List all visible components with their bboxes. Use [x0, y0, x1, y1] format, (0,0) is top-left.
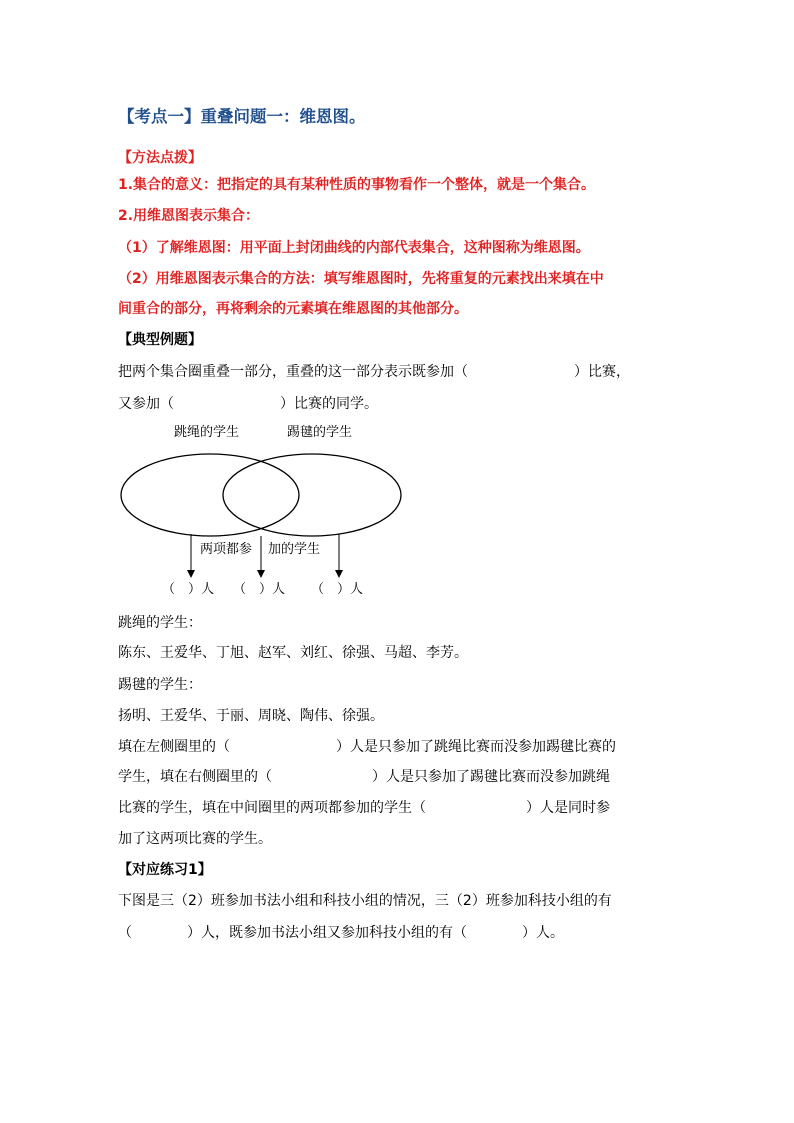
count-blank-middle: （ ）人 — [233, 582, 286, 597]
practice-heading: 【对应练习1】 — [118, 862, 212, 878]
fill-line-1-a: 填在左侧圈里的（ — [118, 739, 230, 755]
fill-line-3 — [118, 801, 610, 815]
fill-line-3-a: 比赛的学生，填在中间圈里的两项都参加的学生（ — [118, 800, 426, 816]
fill-line-2-b: ）人是只参加了踢毽比赛而没参加跳绳 — [372, 769, 610, 785]
venn-label-right: 踢毽的学生 — [287, 425, 353, 440]
example-line-2-a: 又参加（ — [118, 396, 174, 412]
fill-line-3-b: ）人是同时参 — [526, 800, 610, 816]
example-line-2-b: ）比赛的同学。 — [280, 396, 378, 412]
practice-line-2-a: （ — [118, 925, 132, 941]
rope-heading: 跳绳的学生： — [118, 615, 202, 631]
example-line-1-a: 把两个集合圈重叠一部分，重叠的这一部分表示既参加（ — [118, 364, 468, 380]
venn-circle-right — [223, 454, 401, 536]
rope-names: 陈东、王爱华、丁旭、赵军、刘红、徐强、马超、李芳。 — [118, 645, 468, 661]
arrow-right — [335, 534, 343, 578]
fill-line-1 — [118, 740, 616, 754]
method-point-3: （1）了解维恩图：用平面上封闭曲线的内部代表集合，这种图称为维恩图。 — [118, 240, 590, 256]
arrow-left — [187, 534, 195, 578]
fill-line-4: 加了这两项比赛的学生。 — [118, 831, 272, 847]
practice-line-2 — [118, 926, 564, 940]
method-point-1: 1.集合的意义：把指定的具有某种性质的事物看作一个整体，就是一个集合。 — [118, 177, 596, 193]
venn-label-left: 跳绳的学生 — [174, 425, 240, 440]
count-blank-left: （ ）人 — [162, 582, 215, 597]
fill-line-2 — [118, 770, 610, 784]
count-blank-right: （ ）人 — [311, 582, 364, 597]
method-heading: 【方法点拨】 — [118, 150, 202, 166]
method-point-2: 2.用维恩图表示集合： — [118, 208, 260, 224]
practice-line-2-b: ）人，既参加书法小组又参加科技小组的有（ — [187, 925, 467, 941]
arrow-middle — [257, 536, 265, 578]
venn-circle-left — [121, 454, 299, 536]
venn-middle-label-a: 两项都参 — [200, 542, 253, 557]
fill-line-2-a: 学生，填在右侧圈里的（ — [118, 769, 272, 785]
page-title: 【考点一】重叠问题一：维恩图。 — [118, 107, 366, 126]
method-point-4b: 间重合的部分，再将剩余的元素填在维恩图的其他部分。 — [118, 301, 468, 317]
example-line-1-b: ）比赛， — [574, 364, 630, 380]
practice-line-1: 下图是三（2）班参加书法小组和科技小组的情况，三（2）班参加科技小组的有 — [118, 893, 612, 909]
venn-middle-label-b: 加的学生 — [268, 542, 321, 557]
fill-line-1-b: ）人是只参加了跳绳比赛而没参加踢毽比赛的 — [336, 739, 616, 755]
kick-heading: 踢毽的学生： — [118, 677, 202, 693]
kick-names: 扬明、王爱华、于丽、周晓、陶伟、徐强。 — [118, 708, 384, 724]
example-heading: 【典型例题】 — [118, 332, 202, 348]
practice-line-2-c: ）人。 — [522, 925, 564, 941]
method-point-4a: （2）用维恩图表示集合的方法：填写维恩图时，先将重复的元素找出来填在中 — [118, 271, 604, 287]
